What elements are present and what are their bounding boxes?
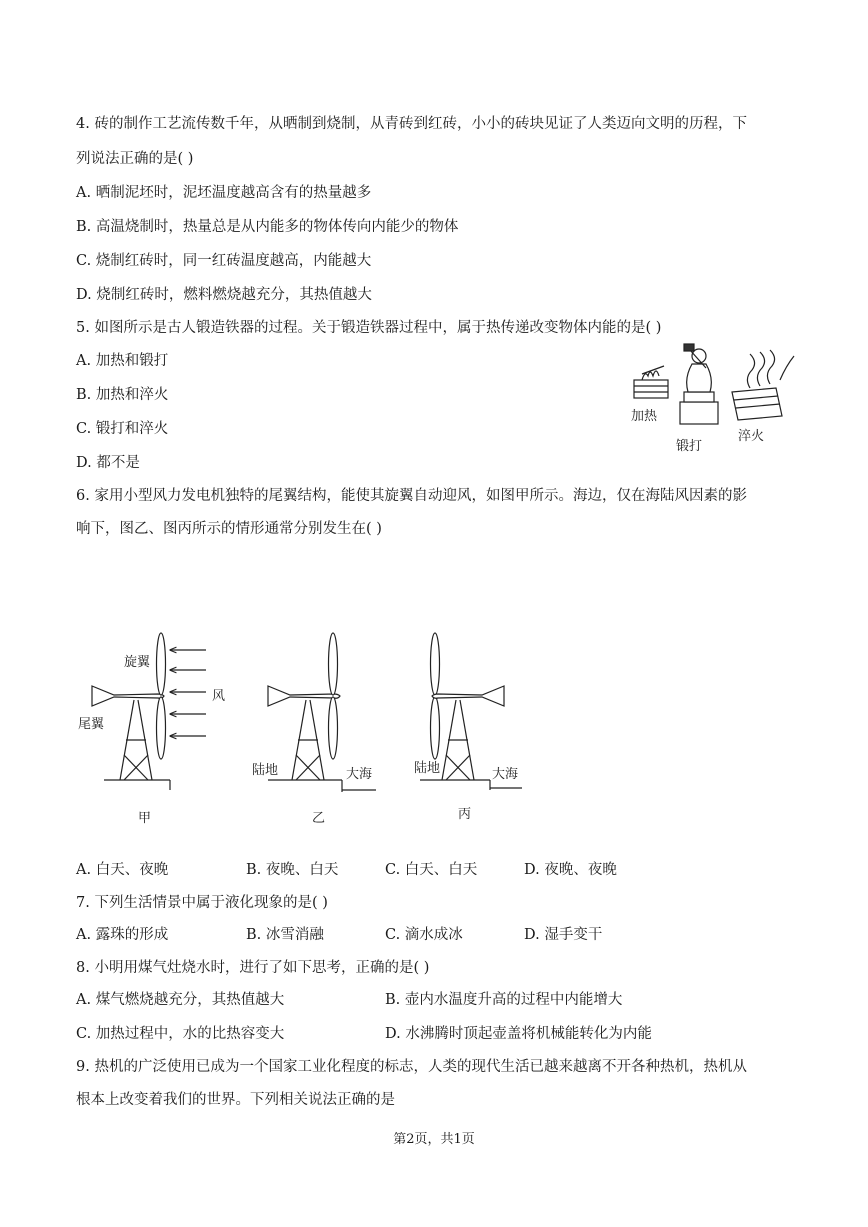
label-sea-bing: 大海 <box>492 767 519 782</box>
label-land-bing: 陆地 <box>414 761 441 776</box>
label-yi: 乙 <box>312 811 326 826</box>
label-wind: 风 <box>212 689 226 704</box>
label-forge: 锻打 <box>676 439 703 454</box>
q6-option-d: D. 夜晚、夜晚 <box>524 862 617 878</box>
q6-option-c: C. 白天、白天 <box>385 862 478 878</box>
label-rotor: 旋翼 <box>124 655 151 670</box>
q8-option-d: D. 水沸腾时顶起壶盖将机械能转化为内能 <box>385 1026 652 1042</box>
blacksmith-forging-icon <box>680 344 718 424</box>
q5-option-c: C. 锻打和淬火 <box>76 421 169 437</box>
q8-option-b: B. 壶内水温度升高的过程中内能增大 <box>385 992 623 1008</box>
label-quench: 淬火 <box>738 429 765 444</box>
q8-options-row1 <box>76 990 796 1010</box>
wind-arrows <box>170 650 206 736</box>
q4-stem-line1: 4. 砖的制作工艺流传数千年，从晒制到烧制，从青砖到红砖，小小的砖块见证了人类迈向文明的历程，下 <box>76 116 747 132</box>
q6-options <box>76 860 796 880</box>
wind-turbine-figure <box>60 630 540 830</box>
label-land-yi: 陆地 <box>252 763 279 778</box>
q6-option-a: A. 白天、夜晚 <box>76 862 169 878</box>
q7-option-c: C. 滴水成冰 <box>385 927 463 943</box>
label-tail: 尾翼 <box>78 717 105 732</box>
q8-option-c: C. 加热过程中，水的比热容变大 <box>76 1026 285 1042</box>
label-heat: 加热 <box>631 409 658 424</box>
q8-options-row2 <box>76 1024 796 1044</box>
q4-option-b: B. 高温烧制时，热量总是从内能多的物体传向内能少的物体 <box>76 219 459 235</box>
forging-figure <box>628 340 800 460</box>
label-sea-yi: 大海 <box>346 767 373 782</box>
q7-stem: 7. 下列生活情景中属于液化现象的是( ) <box>76 895 328 911</box>
q7-option-d: D. 湿手变干 <box>524 927 603 943</box>
q7-options <box>76 925 796 945</box>
q6-stem-line1: 6. 家用小型风力发电机独特的尾翼结构，能使其旋翼自动迎风，如图甲所示。海边，仅在海陆风因素的影 <box>76 488 747 504</box>
heating-furnace-icon <box>634 366 668 398</box>
q9-stem-line1: 9. 热机的广泛使用已成为一个国家工业化程度的标志，人类的现代生活已越来越离不开各种热机，热机从 <box>76 1059 747 1075</box>
page-footer: 第2页，共1页 <box>393 1132 475 1147</box>
q6-stem-line2: 响下，图乙、图丙所示的情形通常分别发生在( ) <box>76 521 382 537</box>
q9-stem-line2: 根本上改变着我们的世界。下列相关说法正确的是 <box>76 1092 395 1108</box>
q8-stem: 8. 小明用煤气灶烧水时，进行了如下思考，正确的是( ) <box>76 960 430 976</box>
q5-stem: 5. 如图所示是古人锻造铁器的过程。关于锻造铁器过程中，属于热传递改变物体内能的是( ) <box>76 320 662 336</box>
q8-option-a: A. 煤气燃烧越充分，其热值越大 <box>76 992 285 1008</box>
q6-option-b: B. 夜晚、白天 <box>246 862 339 878</box>
q4-option-d: D. 烧制红砖时，燃料燃烧越充分，其热值越大 <box>76 287 372 303</box>
q4-option-a: A. 晒制泥坯时，泥坯温度越高含有的热量越多 <box>76 185 372 201</box>
q5-option-a: A. 加热和锻打 <box>76 353 169 369</box>
q5-option-b: B. 加热和淬火 <box>76 387 169 403</box>
q7-option-b: B. 冰雪消融 <box>246 927 324 943</box>
label-bing: 丙 <box>458 807 472 822</box>
label-jia: 甲 <box>138 811 152 826</box>
q5-option-d: D. 都不是 <box>76 455 140 471</box>
q4-option-c: C. 烧制红砖时，同一红砖温度越高，内能越大 <box>76 253 372 269</box>
q7-option-a: A. 露珠的形成 <box>76 927 169 943</box>
quenching-tub-icon <box>732 350 794 420</box>
q4-stem-line2: 列说法正确的是( ) <box>76 151 194 167</box>
